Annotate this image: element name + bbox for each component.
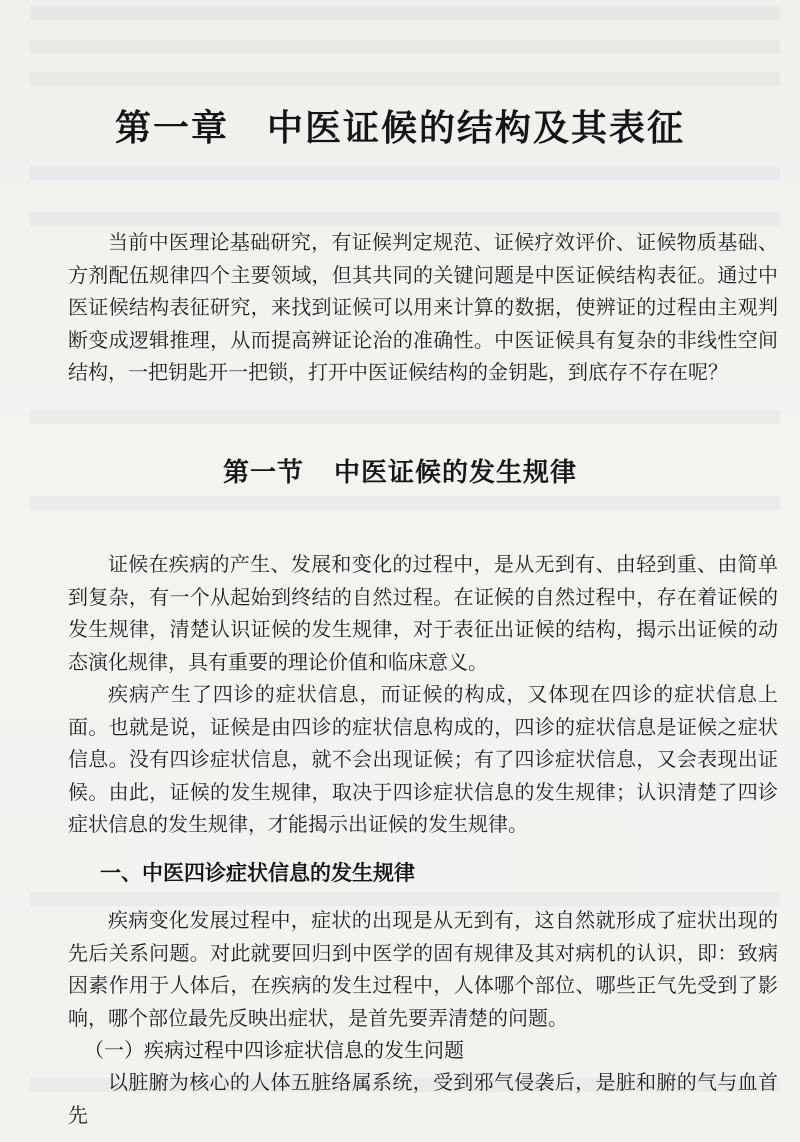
chapter-title-text: 中医证候的结构及其表征 <box>267 107 686 149</box>
subsubsection-heading: （一）疾病过程中四诊症状信息的发生问题 <box>84 1038 464 1062</box>
body-paragraph: 疾病产生了四诊的症状信息，而证候的构成，又体现在四诊的症状信息上面。也就是说，证候是由四诊的症状信息构成的，四诊的症状信息是证候之症状信息。没有四诊症状信息，就不会出现证候；有了四诊症状信息，又会表现出证候。由此，证候的发生规律，取决于四诊症状信息的发生规律；认识清楚了四诊症状信息的发生规律，才能揭示出证候的发生规律。 <box>68 682 778 836</box>
section-title <box>0 452 800 489</box>
body-paragraph: 疾病变化发展过程中，症状的出现是从无到有，这自然就形成了症状出现的先后关系问题。对此就要回归到中医学的固有规律及其对病机的认识，即：致病因素作用于人体后，在疾病的发生过程中，人体哪个部位、哪些正气先受到了影响，哪个部位最先反映出症状，是首先要弄清楚的问题。 <box>68 908 778 1030</box>
bleed-through <box>30 40 780 54</box>
bleed-through <box>30 166 780 180</box>
chapter-title <box>0 100 800 151</box>
bleed-through <box>30 6 780 20</box>
body-paragraph: 以脏腑为核心的人体五脏络属系统，受到邪气侵袭后，是脏和腑的气与血首先 <box>68 1070 778 1127</box>
body-paragraph: 证候在疾病的产生、发展和变化的过程中，是从无到有、由轻到重、由简单到复杂，有一个从起始到终结的自然过程。在证候的自然过程中，存在着证候的发生规律，清楚认识证候的发生规律，对于表征出证候的结构，揭示出证候的动态演化规律，具有重要的理论价值和临床意义。 <box>68 552 778 674</box>
subsection-heading: 一、中医四诊症状信息的发生规律 <box>100 860 415 885</box>
intro-paragraph: 当前中医理论基础研究，有证候判定规范、证候疗效评价、证候物质基础、方剂配伍规律四个主要领域，但其共同的关键问题是中医证候结构表征。通过中医证候结构表征研究，来找到证候可以用来计算的数据，使辨证的过程由主观判断变成逻辑推理，从而提高辨证论治的准确性。中医证候具有复杂的非线性空间结构，一把钥匙开一把锁，打开中医证候结构的金钥匙，到底存不存在呢？ <box>68 230 778 384</box>
chapter-number: 第一章 <box>114 107 229 149</box>
bleed-through <box>30 72 780 86</box>
section-number: 第一节 <box>222 458 304 488</box>
bleed-through <box>30 212 780 226</box>
section-title-text: 中医证候的发生规律 <box>334 458 578 488</box>
bleed-through <box>30 410 780 424</box>
bleed-through <box>30 496 780 510</box>
